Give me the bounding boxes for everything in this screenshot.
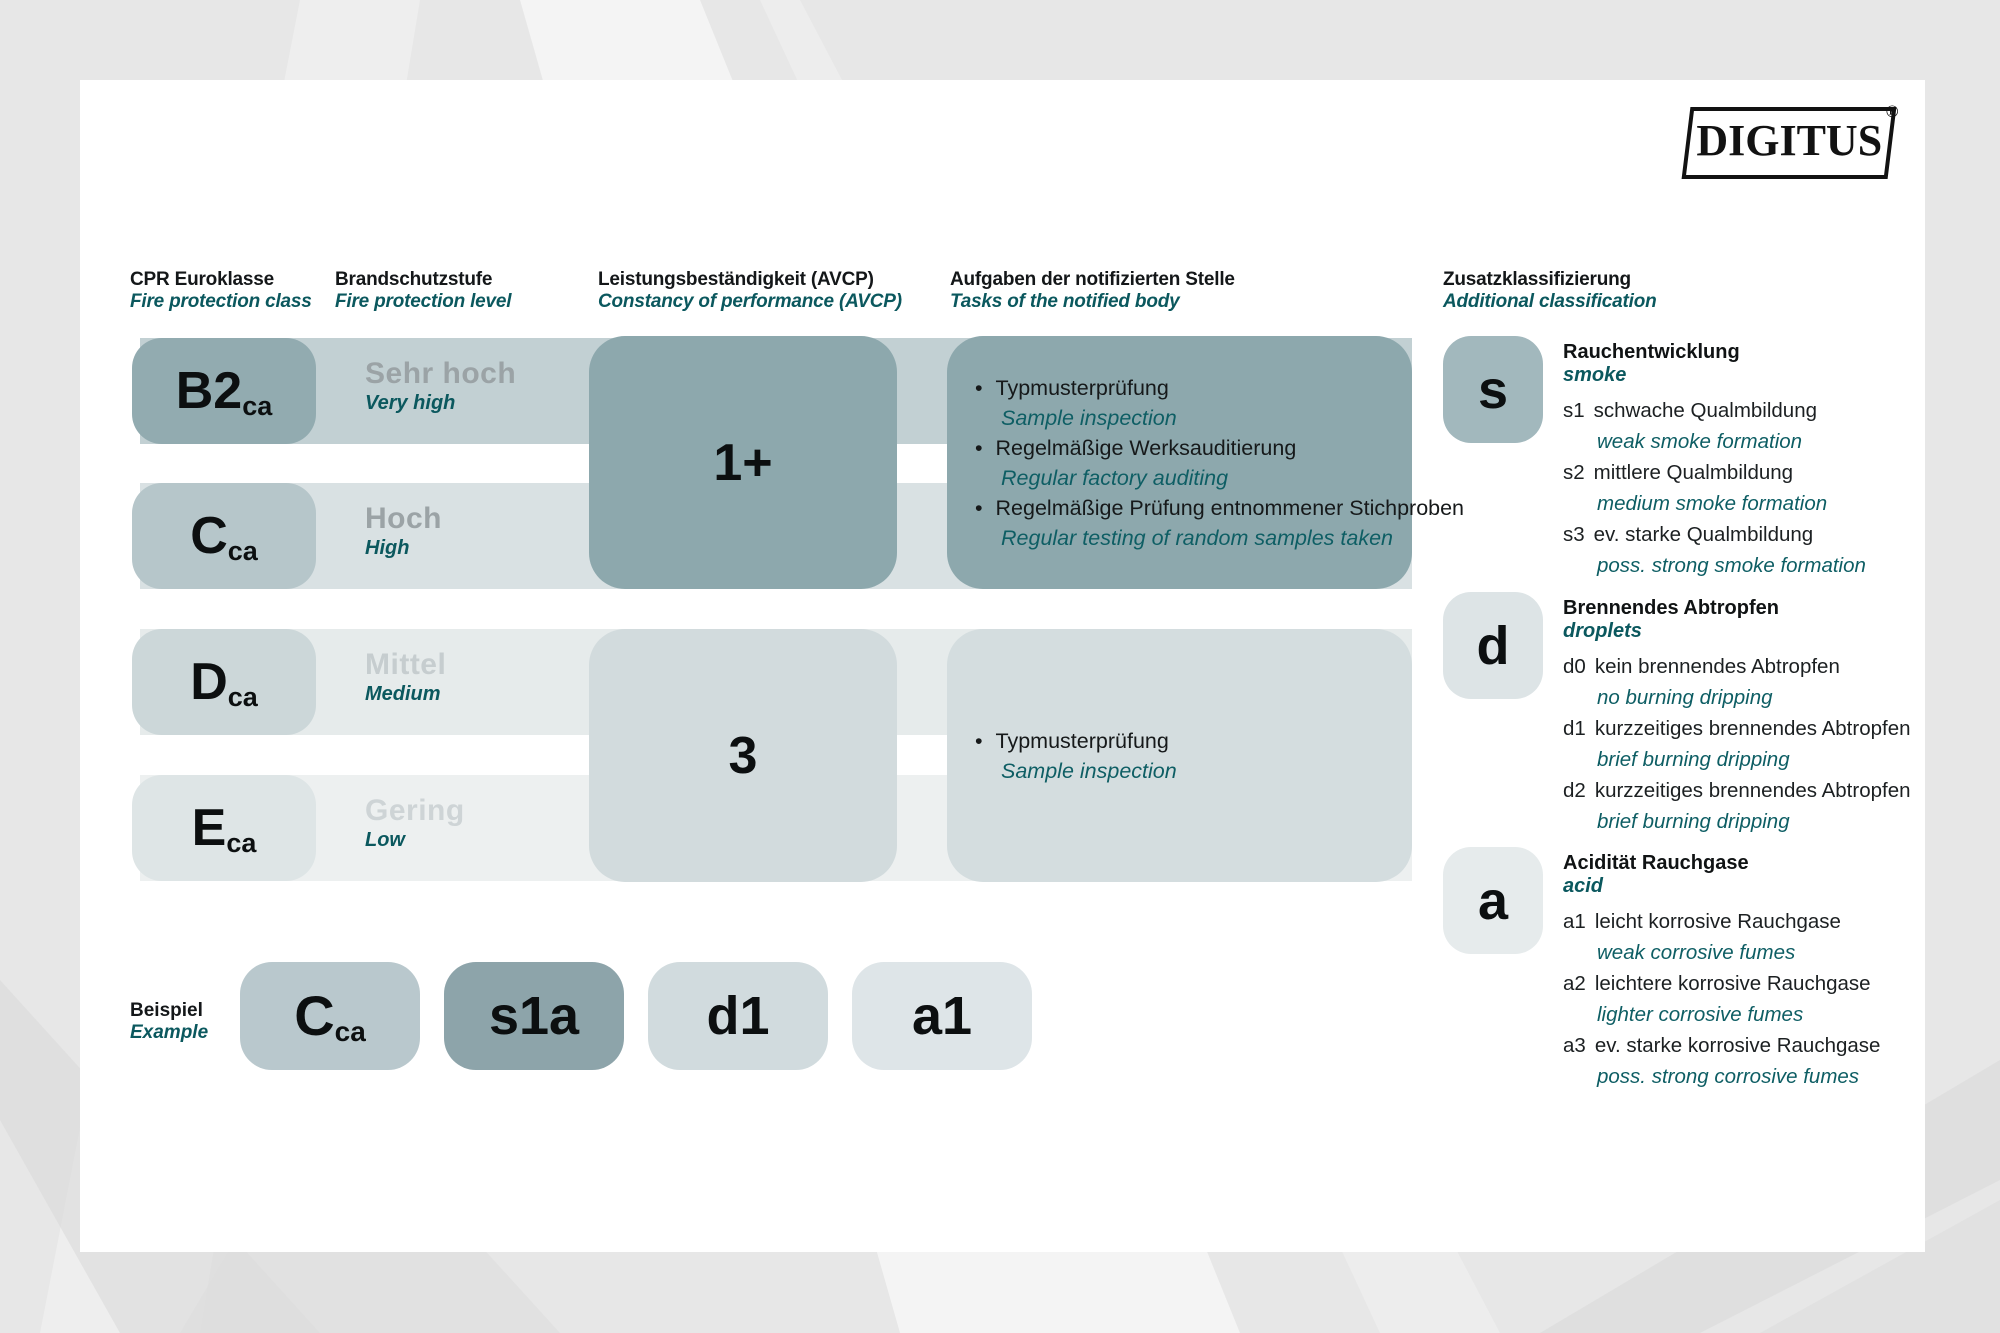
item-de — [1563, 519, 1923, 550]
item-en: poss. strong corrosive fumes — [1597, 1065, 1860, 1088]
item-de — [1563, 395, 1923, 426]
header-en: Fire protection class — [130, 291, 312, 312]
droplets-content — [1563, 592, 1923, 837]
digitus-logo — [1682, 102, 1899, 179]
item-code: a2 — [1563, 972, 1586, 995]
logo-text: DIGITUS — [1696, 116, 1883, 165]
class-badge-b2ca — [132, 338, 316, 444]
example-label — [130, 1000, 208, 1044]
header-en: Additional classification — [1443, 291, 1657, 312]
header-en: Constancy of performance (AVCP) — [598, 291, 902, 312]
level-de: Mittel — [365, 648, 447, 681]
level-en: Low — [365, 829, 405, 851]
class-code: D — [190, 653, 228, 711]
header-en: Fire protection level — [335, 291, 512, 312]
column-header-fire-protection-class — [130, 269, 312, 313]
item-text: kein brennendes Abtropfen — [1594, 655, 1840, 678]
class-code-subscript: ca — [227, 681, 258, 712]
class-code-subscript: ca — [226, 827, 257, 858]
item-en: poss. strong smoke formation — [1597, 554, 1866, 577]
item-text: leichtere korrosive Rauchgase — [1594, 972, 1871, 995]
additional-section-acid — [1443, 847, 1923, 1092]
class-code-subscript: ca — [227, 535, 258, 566]
level-en: Very high — [365, 392, 456, 414]
column-header-avcp — [598, 269, 902, 313]
smoke-badge: s — [1443, 336, 1543, 443]
acid-content — [1563, 847, 1923, 1092]
task-item — [975, 726, 1412, 786]
column-header-fire-protection-level — [335, 269, 511, 313]
example-badge-d1: d1 — [648, 962, 828, 1070]
item-code: d2 — [1563, 779, 1586, 802]
header-de: Aufgaben der notifizierten Stelle — [950, 269, 1235, 290]
item-de — [1563, 1030, 1923, 1061]
item-code: d0 — [1563, 655, 1586, 678]
task-en: Regular factory auditing — [1001, 465, 1229, 490]
item-code: a1 — [1563, 910, 1586, 933]
item-de — [1563, 775, 1923, 806]
task-en: Regular testing of random samples taken — [1001, 525, 1393, 550]
item-en: medium smoke formation — [1597, 492, 1828, 515]
section-title-en: acid — [1563, 875, 1604, 897]
droplets-badge: d — [1443, 592, 1543, 699]
task-item — [975, 373, 1412, 433]
header-en: Tasks of the notified body — [950, 291, 1180, 312]
example-badge-cca — [240, 962, 420, 1070]
column-header-additional-classification — [1443, 269, 1657, 313]
example-label-en: Example — [130, 1022, 209, 1043]
item-de — [1563, 968, 1923, 999]
class-code: E — [191, 799, 227, 857]
column-header-notified-body — [950, 269, 1235, 313]
item-en: no burning dripping — [1597, 686, 1773, 709]
task-de: • Typmusterprüfung — [975, 726, 1412, 756]
example-badge-s1a: s1a — [444, 962, 624, 1070]
level-label-very-high — [365, 358, 516, 416]
item-text: leicht korrosive Rauchgase — [1594, 910, 1841, 933]
task-de: • Typmusterprüfung — [975, 373, 1412, 403]
section-title-de: Rauchentwicklung — [1563, 341, 1740, 363]
class-code-subscript: ca — [242, 390, 273, 421]
section-title-de: Brennendes Abtropfen — [1563, 597, 1779, 619]
level-en: High — [365, 537, 410, 559]
item-en: weak corrosive fumes — [1597, 941, 1796, 964]
class-code: C — [190, 507, 228, 565]
item-text: ev. starke korrosive Rauchgase — [1594, 1034, 1881, 1057]
level-de: Gering — [365, 794, 465, 827]
class-badge-eca — [132, 775, 316, 881]
item-code: s3 — [1563, 523, 1585, 546]
item-en: weak smoke formation — [1597, 430, 1803, 453]
example-code: C — [294, 984, 335, 1047]
item-de — [1563, 713, 1923, 744]
item-code: s1 — [1563, 399, 1585, 422]
class-code: B2 — [175, 362, 243, 420]
task-en: Sample inspection — [1001, 758, 1177, 783]
level-label-medium — [365, 649, 446, 707]
section-title-en: smoke — [1563, 364, 1627, 386]
header-de: Zusatzklassifizierung — [1443, 269, 1631, 290]
item-text: kurzzeitiges brennendes Abtropfen — [1594, 779, 1911, 802]
task-en: Sample inspection — [1001, 405, 1177, 430]
registered-trademark-icon: ® — [1886, 102, 1899, 121]
section-title-en: droplets — [1563, 620, 1642, 642]
additional-section-droplets — [1443, 592, 1923, 837]
item-de — [1563, 906, 1923, 937]
notified-body-tasks-box-1 — [947, 336, 1465, 589]
header-de: Leistungsbeständigkeit (AVCP) — [598, 269, 874, 290]
item-code: d1 — [1563, 717, 1586, 740]
notified-body-tasks-box-2 — [947, 629, 1412, 882]
level-de: Hoch — [365, 502, 442, 535]
class-badge-cca — [132, 483, 316, 589]
item-en: brief burning dripping — [1597, 810, 1790, 833]
level-label-high — [365, 503, 442, 561]
class-badge-dca — [132, 629, 316, 735]
task-item — [975, 433, 1412, 493]
avcp-block-3: 3 — [589, 629, 897, 882]
item-text: ev. starke Qualmbildung — [1593, 523, 1814, 546]
avcp-block-1plus: 1+ — [589, 336, 897, 589]
item-de — [1563, 651, 1923, 682]
item-code: a3 — [1563, 1034, 1586, 1057]
item-de — [1563, 457, 1923, 488]
item-text: schwache Qualmbildung — [1593, 399, 1818, 422]
task-item — [975, 493, 1465, 553]
item-text: mittlere Qualmbildung — [1593, 461, 1794, 484]
example-label-de: Beispiel — [130, 1000, 203, 1021]
header-de: Brandschutzstufe — [335, 269, 493, 290]
acid-badge: a — [1443, 847, 1543, 954]
item-text: kurzzeitiges brennendes Abtropfen — [1594, 717, 1911, 740]
task-de: • Regelmäßige Werksauditierung — [975, 433, 1412, 463]
smoke-content — [1563, 336, 1923, 581]
level-label-low — [365, 795, 465, 853]
item-code: s2 — [1563, 461, 1585, 484]
header-de: CPR Euroklasse — [130, 269, 274, 290]
additional-section-smoke — [1443, 336, 1923, 581]
section-title-de: Acidität Rauchgase — [1563, 852, 1749, 874]
item-en: brief burning dripping — [1597, 748, 1790, 771]
task-de: • Regelmäßige Prüfung entnommener Stichproben — [975, 493, 1412, 523]
example-code-subscript: ca — [334, 1016, 366, 1047]
level-en: Medium — [365, 683, 441, 705]
example-badge-a1: a1 — [852, 962, 1032, 1070]
level-de: Sehr hoch — [365, 357, 517, 390]
item-en: lighter corrosive fumes — [1597, 1003, 1804, 1026]
